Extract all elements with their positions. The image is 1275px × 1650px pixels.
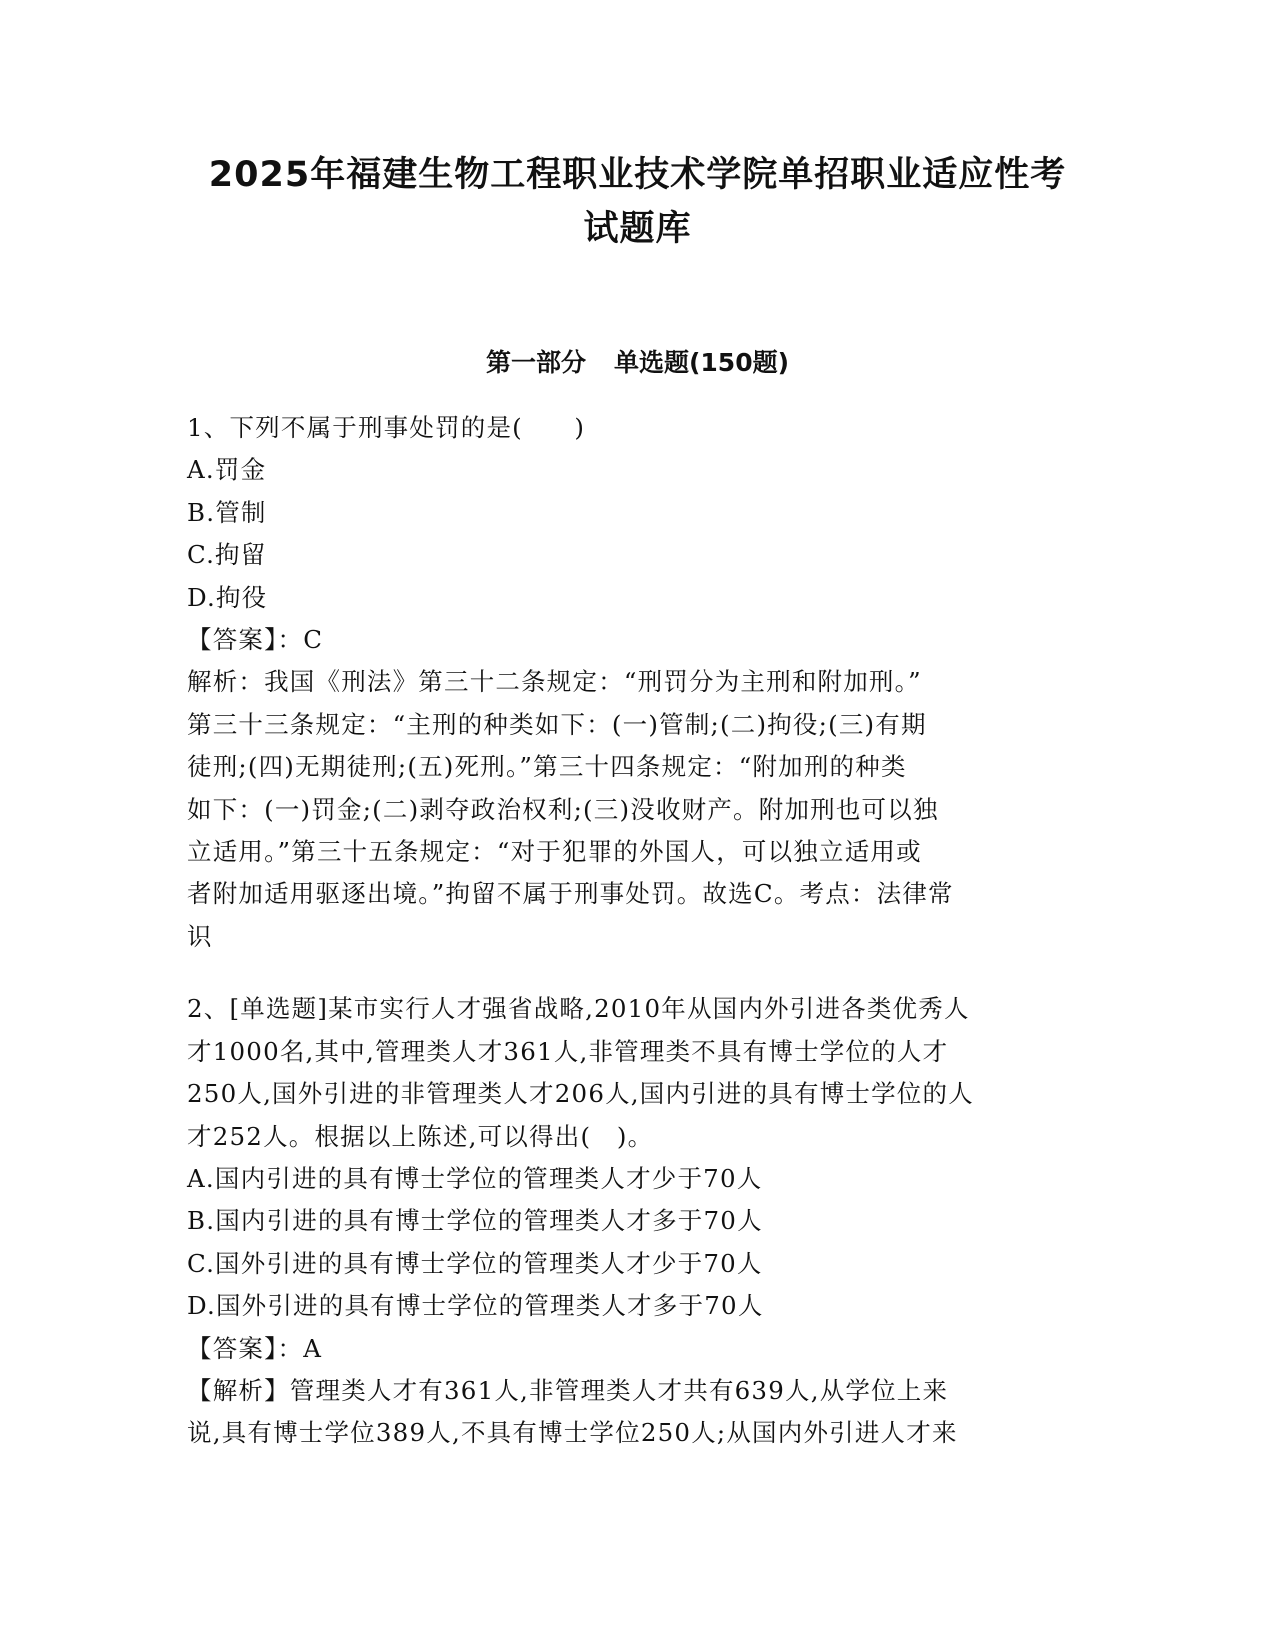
- question-2-stem-line: 才252人。根据以上陈述,可以得出( )。: [187, 1121, 654, 1151]
- question-2-stem-line: 2、[单选题]某市实行人才强省战略,2010年从国内外引进各类优秀人: [187, 994, 970, 1024]
- document-title-line-2: 试题库: [583, 209, 692, 249]
- question-2-analysis-line: 【解析】管理类人才有361人,非管理类人才共有639人,从学位上来: [187, 1375, 949, 1405]
- question-1-answer: 【答案】：C: [187, 625, 324, 655]
- question-2-option-b: B.国内引进的具有博士学位的管理类人才多于70人: [187, 1206, 763, 1236]
- section-title-name: 单选题(150题): [613, 348, 790, 377]
- section-title-part: 第一部分: [485, 348, 586, 377]
- question-2-option-a: A.国内引进的具有博士学位的管理类人才少于70人: [187, 1163, 763, 1193]
- question-2-option-d: D.国外引进的具有博士学位的管理类人才多于70人: [187, 1291, 764, 1321]
- question-1-stem: 1、下列不属于刑事处罚的是( ): [187, 413, 586, 442]
- question-1-analysis-line: 解析：我国《刑法》第三十二条规定：“刑罚分为主刑和附加刑。”: [187, 667, 922, 697]
- question-1-analysis-line: 者附加适用驱逐出境。”拘留不属于刑事处罚。故选C。考点：法律常: [187, 879, 954, 909]
- question-1-analysis-line: 第三十三条规定：“主刑的种类如下：(一)管制;(二)拘役;(三)有期: [187, 709, 927, 739]
- paragraph-spacer: [187, 958, 1087, 988]
- question-1-analysis-line: 徒刑;(四)无期徒刑;(五)死刑。”第三十四条规定：“附加刑的种类: [187, 752, 907, 782]
- question-1-analysis-line: 立适用。”第三十五条规定：“对于犯罪的外国人，可以独立适用或: [187, 837, 922, 867]
- question-list: [187, 407, 1087, 1455]
- question-2-stem-line: 250人,国外引进的非管理类人才206人,国内引进的具有博士学位的人: [187, 1079, 974, 1109]
- question-1-option-d: D.拘役: [187, 582, 268, 612]
- section-title: [150, 345, 1125, 381]
- question-1-analysis-line: 识: [187, 921, 213, 951]
- question-2: [187, 988, 1087, 1454]
- question-2-option-c: C.国外引进的具有博士学位的管理类人才少于70人: [187, 1248, 763, 1278]
- question-1: [187, 407, 1087, 958]
- question-1-option-b: B.管制: [187, 497, 267, 527]
- question-2-answer: 【答案】：A: [187, 1333, 323, 1363]
- question-2-analysis-line: 说,具有博士学位389人,不具有博士学位250人;从国内外引进人才来: [187, 1418, 958, 1448]
- question-1-option-c: C.拘留: [187, 540, 267, 570]
- question-2-stem-line: 才1000名,其中,管理类人才361人,非管理类不具有博士学位的人才: [187, 1036, 949, 1066]
- question-1-option-a: A.罚金: [187, 455, 267, 485]
- question-1-analysis-line: 如下：(一)罚金;(二)剥夺政治权利;(三)没收财产。附加刑也可以独: [187, 794, 939, 824]
- document-title: [150, 148, 1125, 256]
- document-title-line-1: 2025年福建生物工程职业技术学院单招职业适应性考: [208, 155, 1067, 195]
